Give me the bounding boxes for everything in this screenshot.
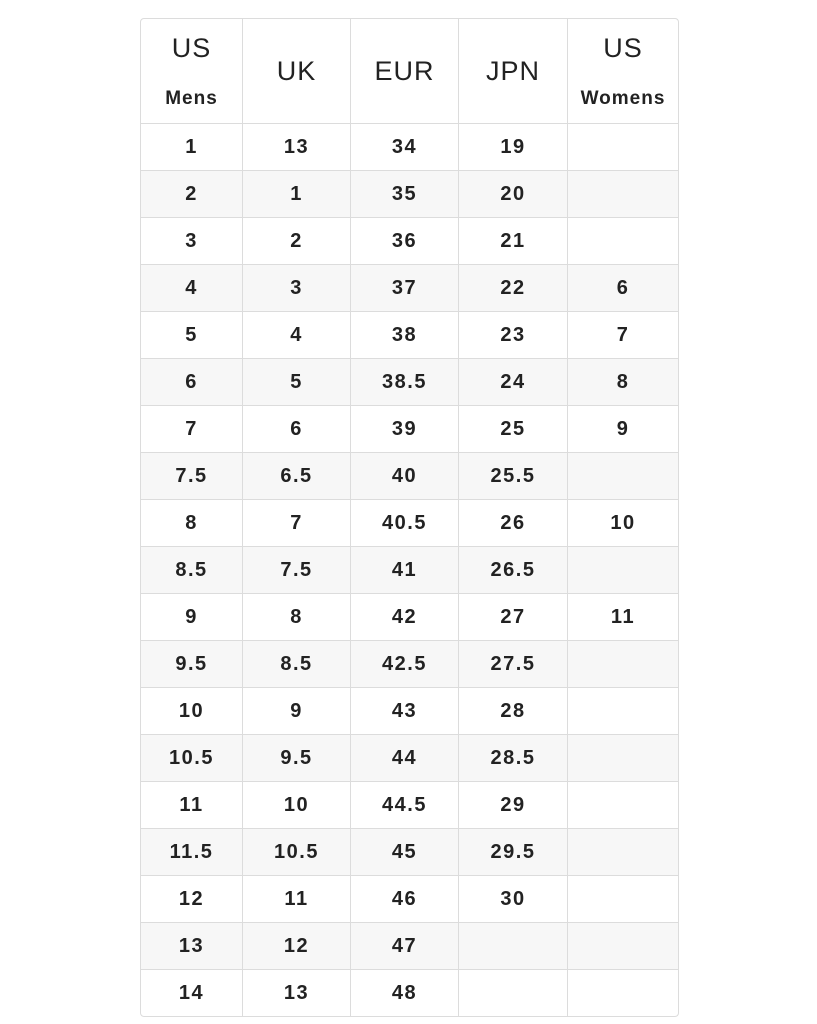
table-row bbox=[141, 218, 678, 265]
header-eur-label: EUR bbox=[374, 55, 435, 86]
cell-us-womens bbox=[568, 829, 678, 876]
cell-eur: 44.5 bbox=[351, 782, 459, 829]
cell-us-mens: 14 bbox=[141, 970, 243, 1016]
cell-us-mens: 7.5 bbox=[141, 453, 243, 500]
cell-eur: 41 bbox=[351, 547, 459, 594]
table-row bbox=[141, 547, 678, 594]
cell-eur: 34 bbox=[351, 124, 459, 171]
table-row bbox=[141, 688, 678, 735]
cell-us-mens: 13 bbox=[141, 923, 243, 970]
cell-eur: 46 bbox=[351, 876, 459, 923]
table-body bbox=[141, 124, 678, 1016]
cell-eur: 42 bbox=[351, 594, 459, 641]
cell-us-womens bbox=[568, 735, 678, 782]
cell-us-mens: 9 bbox=[141, 594, 243, 641]
size-conversion-table bbox=[140, 18, 679, 1017]
cell-jpn: 29 bbox=[459, 782, 568, 829]
cell-jpn: 25.5 bbox=[459, 453, 568, 500]
cell-uk: 10 bbox=[243, 782, 351, 829]
header-row bbox=[141, 19, 678, 124]
table-row bbox=[141, 829, 678, 876]
cell-us-womens bbox=[568, 923, 678, 970]
cell-uk: 13 bbox=[243, 124, 351, 171]
cell-us-mens: 10 bbox=[141, 688, 243, 735]
cell-jpn: 28 bbox=[459, 688, 568, 735]
cell-uk: 13 bbox=[243, 970, 351, 1016]
cell-us-mens: 12 bbox=[141, 876, 243, 923]
header-jpn-label: JPN bbox=[485, 55, 540, 86]
table-row bbox=[141, 359, 678, 406]
cell-uk: 7 bbox=[243, 500, 351, 547]
cell-uk: 3 bbox=[243, 265, 351, 312]
cell-jpn: 22 bbox=[459, 265, 568, 312]
table-row bbox=[141, 171, 678, 218]
table-row bbox=[141, 735, 678, 782]
cell-eur: 38 bbox=[351, 312, 459, 359]
table-row bbox=[141, 124, 678, 171]
table-row bbox=[141, 453, 678, 500]
cell-us-mens: 4 bbox=[141, 265, 243, 312]
header-eur bbox=[351, 19, 459, 124]
cell-us-mens: 1 bbox=[141, 124, 243, 171]
cell-eur: 44 bbox=[351, 735, 459, 782]
cell-eur: 40 bbox=[351, 453, 459, 500]
cell-us-mens: 11 bbox=[141, 782, 243, 829]
cell-us-womens bbox=[568, 688, 678, 735]
cell-uk: 9 bbox=[243, 688, 351, 735]
table-row bbox=[141, 923, 678, 970]
header-uk bbox=[243, 19, 351, 124]
cell-jpn: 20 bbox=[459, 171, 568, 218]
cell-uk: 11 bbox=[243, 876, 351, 923]
table-row bbox=[141, 265, 678, 312]
cell-uk: 4 bbox=[243, 312, 351, 359]
cell-uk: 5 bbox=[243, 359, 351, 406]
cell-jpn: 24 bbox=[459, 359, 568, 406]
cell-us-womens bbox=[568, 547, 678, 594]
cell-eur: 43 bbox=[351, 688, 459, 735]
table-row bbox=[141, 312, 678, 359]
cell-us-mens: 8 bbox=[141, 500, 243, 547]
table-row bbox=[141, 876, 678, 923]
header-us-mens-label: US bbox=[171, 32, 212, 63]
cell-eur: 38.5 bbox=[351, 359, 459, 406]
table-row bbox=[141, 500, 678, 547]
cell-jpn: 26 bbox=[459, 500, 568, 547]
cell-us-womens bbox=[568, 171, 678, 218]
cell-us-womens: 11 bbox=[568, 594, 678, 641]
cell-us-womens bbox=[568, 124, 678, 171]
cell-us-mens: 10.5 bbox=[141, 735, 243, 782]
cell-eur: 48 bbox=[351, 970, 459, 1016]
cell-us-womens: 9 bbox=[568, 406, 678, 453]
header-us-womens bbox=[568, 19, 678, 124]
table-header bbox=[141, 19, 678, 124]
cell-us-womens bbox=[568, 970, 678, 1016]
table-row bbox=[141, 782, 678, 829]
cell-uk: 8 bbox=[243, 594, 351, 641]
table-row bbox=[141, 970, 678, 1016]
cell-us-womens: 10 bbox=[568, 500, 678, 547]
cell-us-womens: 7 bbox=[568, 312, 678, 359]
cell-us-womens bbox=[568, 641, 678, 688]
cell-eur: 47 bbox=[351, 923, 459, 970]
cell-us-mens: 11.5 bbox=[141, 829, 243, 876]
cell-jpn: 23 bbox=[459, 312, 568, 359]
cell-uk: 9.5 bbox=[243, 735, 351, 782]
cell-jpn: 26.5 bbox=[459, 547, 568, 594]
cell-uk: 6 bbox=[243, 406, 351, 453]
cell-jpn: 28.5 bbox=[459, 735, 568, 782]
cell-us-mens: 5 bbox=[141, 312, 243, 359]
cell-jpn: 30 bbox=[459, 876, 568, 923]
cell-us-womens bbox=[568, 218, 678, 265]
cell-jpn: 27.5 bbox=[459, 641, 568, 688]
header-us-mens-sublabel: Mens bbox=[165, 87, 218, 109]
cell-eur: 39 bbox=[351, 406, 459, 453]
cell-us-womens bbox=[568, 453, 678, 500]
cell-jpn bbox=[459, 923, 568, 970]
cell-eur: 40.5 bbox=[351, 500, 459, 547]
cell-us-womens: 6 bbox=[568, 265, 678, 312]
cell-jpn: 29.5 bbox=[459, 829, 568, 876]
table-row bbox=[141, 641, 678, 688]
cell-jpn: 21 bbox=[459, 218, 568, 265]
table-row bbox=[141, 594, 678, 641]
cell-jpn: 19 bbox=[459, 124, 568, 171]
cell-jpn: 25 bbox=[459, 406, 568, 453]
header-jpn bbox=[459, 19, 568, 124]
cell-eur: 35 bbox=[351, 171, 459, 218]
table-row bbox=[141, 406, 678, 453]
cell-uk: 7.5 bbox=[243, 547, 351, 594]
header-us-mens bbox=[141, 19, 243, 124]
cell-us-womens bbox=[568, 876, 678, 923]
cell-eur: 45 bbox=[351, 829, 459, 876]
cell-uk: 1 bbox=[243, 171, 351, 218]
cell-jpn bbox=[459, 970, 568, 1016]
cell-eur: 42.5 bbox=[351, 641, 459, 688]
cell-us-womens: 8 bbox=[568, 359, 678, 406]
header-us-womens-sublabel: Womens bbox=[580, 87, 666, 109]
cell-uk: 10.5 bbox=[243, 829, 351, 876]
cell-uk: 12 bbox=[243, 923, 351, 970]
cell-uk: 6.5 bbox=[243, 453, 351, 500]
cell-us-mens: 7 bbox=[141, 406, 243, 453]
cell-us-mens: 6 bbox=[141, 359, 243, 406]
cell-us-mens: 8.5 bbox=[141, 547, 243, 594]
cell-eur: 36 bbox=[351, 218, 459, 265]
cell-us-mens: 2 bbox=[141, 171, 243, 218]
cell-uk: 8.5 bbox=[243, 641, 351, 688]
cell-eur: 37 bbox=[351, 265, 459, 312]
cell-jpn: 27 bbox=[459, 594, 568, 641]
cell-us-mens: 9.5 bbox=[141, 641, 243, 688]
cell-us-womens bbox=[568, 782, 678, 829]
header-us-womens-label: US bbox=[603, 32, 643, 63]
cell-us-mens: 3 bbox=[141, 218, 243, 265]
header-uk-label: UK bbox=[276, 55, 317, 86]
cell-uk: 2 bbox=[243, 218, 351, 265]
